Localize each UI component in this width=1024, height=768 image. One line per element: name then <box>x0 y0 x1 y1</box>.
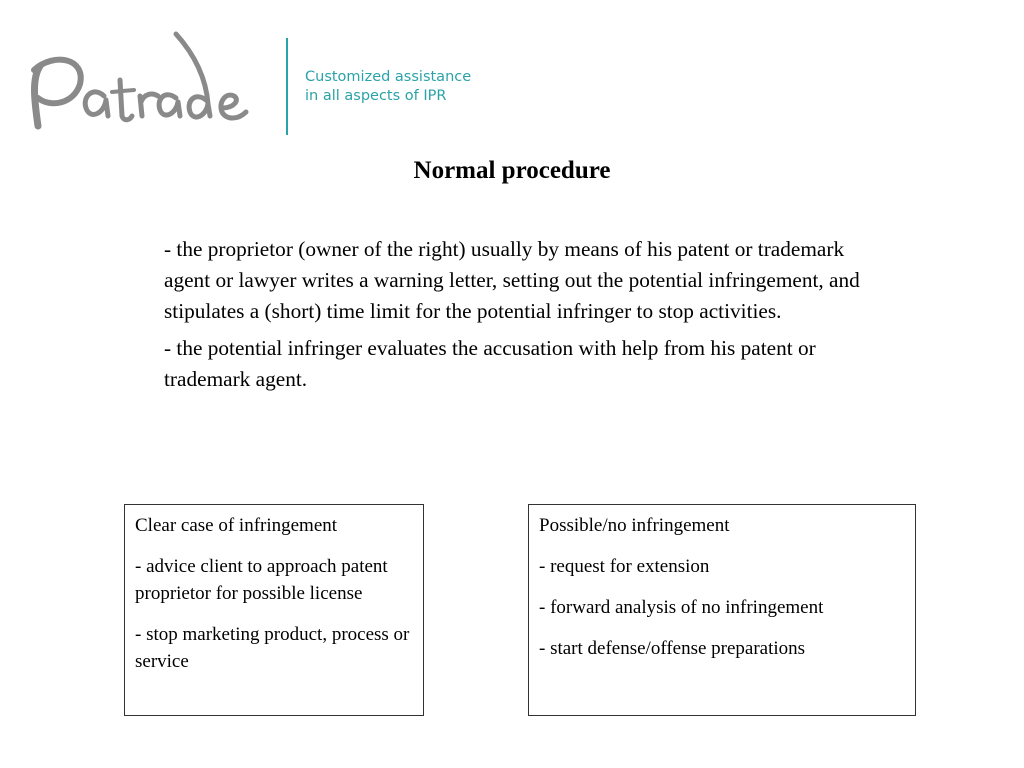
tagline <box>305 68 471 106</box>
tagline-line-2: in all aspects of IPR <box>305 88 447 104</box>
tagline-line-1: Customized assistance <box>305 69 472 85</box>
box-item: - forward analysis of no infringement <box>539 597 824 618</box>
box-item: - start defense/offense preparations <box>539 638 806 659</box>
box-item: - advice client to approach patent proprietor for possible license <box>135 556 388 604</box>
body-text <box>164 234 864 401</box>
box-heading: Clear case of infringement <box>135 515 338 536</box>
paragraph-evaluation: - the potential infringer evaluates the accusation with help from his patent or trademark agent. <box>164 336 816 391</box>
patrade-logo <box>24 28 274 138</box>
box-possible-no-infringement <box>528 504 916 716</box>
box-heading: Possible/no infringement <box>539 515 730 536</box>
box-item: - stop marketing product, process or service <box>135 624 410 672</box>
box-clear-infringement <box>124 504 424 716</box>
box-item: - request for extension <box>539 556 710 577</box>
paragraph-warning-letter: - the proprietor (owner of the right) usually by means of his patent or trademark agent or lawyer writes a warning letter, setting out the potential infringement, and stipulates a (short) time limit for the potential infringer to stop activities. <box>164 237 860 323</box>
page-title: Normal procedure <box>413 157 611 184</box>
logo-divider <box>286 38 288 135</box>
